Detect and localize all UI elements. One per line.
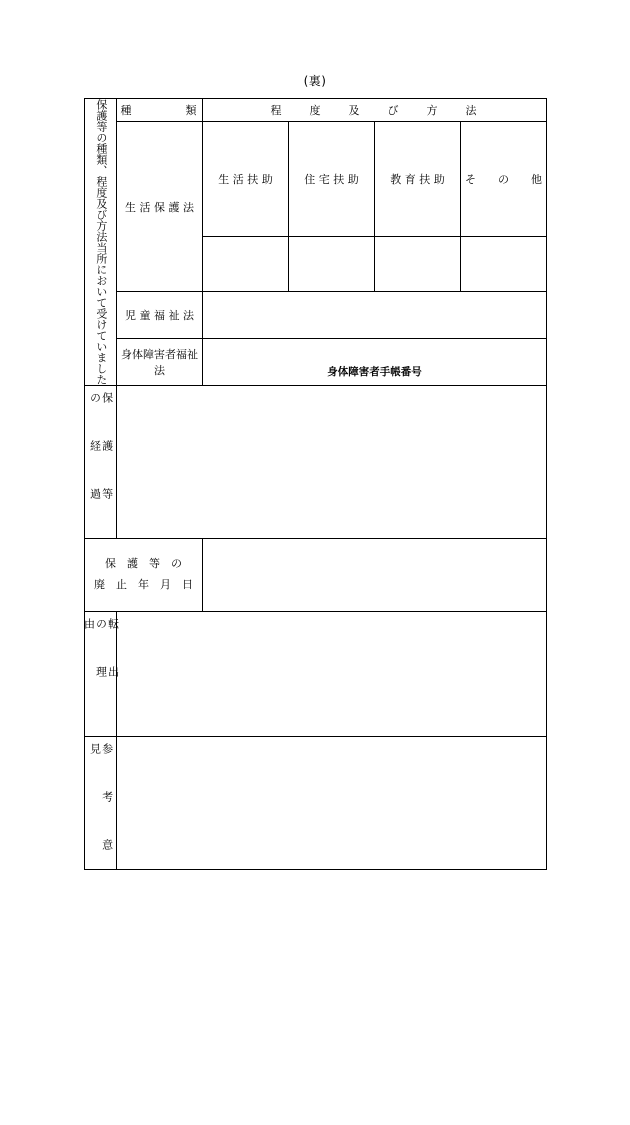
law-seikatsu-hogo-text: 生 活 保 護 法: [125, 200, 194, 214]
subheader-seikatsu-fujo: [203, 122, 289, 237]
page-label-text: (裏): [303, 74, 327, 88]
table-row-jido-fukushi: [85, 292, 547, 339]
col-header-kind: [117, 99, 203, 122]
field-seikatsu-fujo[interactable]: [203, 237, 289, 292]
field-sonota[interactable]: [461, 237, 547, 292]
abolition-label-line1: 保 護 等 の: [105, 557, 182, 571]
table-row-subheaders: [85, 122, 547, 237]
aid-section-vertical-label: [85, 99, 117, 386]
abolition-label-line2: 廃 止 年 月 日: [94, 578, 193, 591]
law-shintai-shogai-text: 身体障害者福祉法: [121, 348, 198, 377]
subheader-sonota-text: そ の 他: [465, 173, 542, 186]
aid-section-label-text: 保護等の種類、程度及び方法当所において受けていました: [94, 99, 108, 385]
subheader-sonota: [461, 122, 547, 237]
subheader-seikatsu-fujo-text: 生 活 扶 助: [218, 173, 273, 186]
law-seikatsu-hogo: [117, 122, 203, 292]
abolition-field[interactable]: [203, 539, 547, 612]
transfer-reason-label: [82, 612, 120, 737]
table-row-transfer-reason: [85, 612, 547, 737]
table-row-progress: [85, 386, 547, 539]
table-row-abolition: [85, 539, 547, 612]
law-jido-fukushi-text: 児 童 福 祉 法: [125, 309, 194, 322]
field-shintai-shogai[interactable]: [203, 339, 547, 386]
col-header-kind-text: 種 類: [120, 104, 199, 117]
reference-opinion-label-text: 参 考 意 見: [88, 743, 114, 862]
table-row-reference-opinion: [85, 737, 547, 870]
progress-label-text: 保 護 等 の 経 過: [88, 392, 114, 511]
page-label: [0, 72, 630, 89]
subheader-jutaku-fujo: [289, 122, 375, 237]
field-kyoiku-fujo[interactable]: [375, 237, 461, 292]
table-row-shintai-shogai: [85, 339, 547, 386]
subheader-kyoiku-fujo-text: 教 育 扶 助: [390, 173, 445, 186]
disability-certificate-note: 身体障害者手帳番号: [327, 365, 422, 378]
subheader-jutaku-fujo-text: 住 宅 扶 助: [304, 173, 359, 186]
transfer-reason-field[interactable]: [117, 612, 547, 737]
law-jido-fukushi: [117, 292, 203, 339]
abolition-label: [85, 539, 203, 612]
reference-opinion-field[interactable]: [117, 737, 547, 870]
col-header-degree-method-text: 程 度 及 び 方 法: [270, 104, 479, 117]
field-jutaku-fujo[interactable]: [289, 237, 375, 292]
transfer-reason-label-text: 転 出 の 理 由: [82, 618, 120, 689]
col-header-degree-method: [203, 99, 547, 122]
law-shintai-shogai: [117, 339, 203, 386]
progress-label: [85, 386, 117, 539]
subheader-kyoiku-fujo: [375, 122, 461, 237]
progress-field[interactable]: [117, 386, 547, 539]
form-table: [84, 98, 547, 870]
reference-opinion-label: [85, 737, 117, 870]
table-row-aid-header: [85, 99, 547, 122]
field-jido-fukushi[interactable]: [203, 292, 547, 339]
